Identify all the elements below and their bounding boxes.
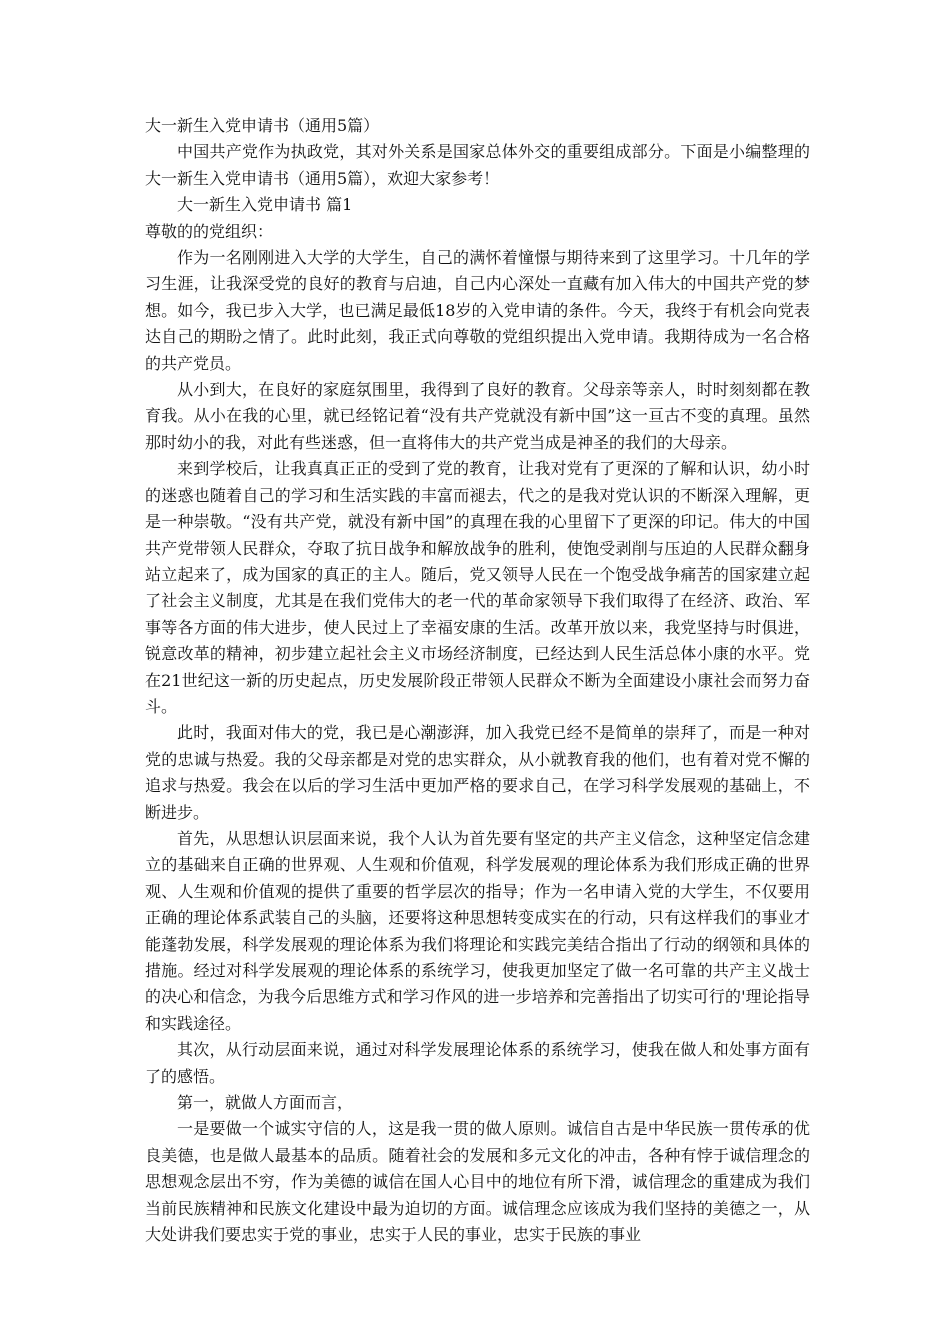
body-paragraph: 来到学校后，让我真真正正的受到了党的教育，让我对党有了更深的了解和认识，幼小时的迷惑也随着自己的学习和生活实践的丰富而褪去，代之的是我对党认识的不断深入理解，更是一种崇敬。“没有共产党，就没有新中国”的真理在我的心里留下了更深的印记。伟大的中国共产党带领人民群众，夺取了抗日战争和解放战争的胜利，使饱受剥削与压迫的人民群众翻身站立起来了，成为国家的真正的主人。随后，党又领导人民在一个饱受战争痛苦的国家建立起了社会主义制度，尤其是在我们党伟大的老一代的革命家领导下我们取得了在经济、政治、军事等各方面的伟大进步，使人民过上了幸福安康的生活。改革开放以来，我党坚持与时俱进，锐意改革的精神，初步建立起社会主义市场经济制度，已经达到人民生活总体小康的水平。党在21世纪这一新的历史起点，历史发展阶段正带领人民群众不断为全面建设小康社会而努力奋斗。 — [145, 459, 810, 716]
body-paragraph: 一是要做一个诚实守信的人，这是我一贯的做人原则。诚信自古是中华民族一贯传承的优良美德，也是做人最基本的品质。随着社会的发展和多元文化的冲击，各种有悖于诚信理念的思想观念层出不穷，作为美德的诚信在国人心目中的地位有所下滑，诚信理念的重建成为我们当前民族精神和民族文化建设中最为迫切的方面。诚信理念应该成为我们坚持的美德之一，从大处讲我们要忠实于党的事业，忠实于人民的事业，忠实于民族的事业 — [145, 1119, 810, 1245]
intro-paragraph: 中国共产党作为执政党，其对外关系是国家总体外交的重要组成部分。下面是小编整理的大一新生入党申请书（通用5篇），欢迎大家参考！ — [145, 142, 810, 188]
body-paragraph: 作为一名刚刚进入大学的大学生，自己的满怀着憧憬与期待来到了这里学习。十几年的学习生涯，让我深受党的良好的教育与启迪，自己内心深处一直藏有加入伟大的中国共产党的梦想。如今，我已步入大学，也已满足最低18岁的入党申请的条件。今天，我终于有机会向党表达自己的期盼之情了。此时此刻，我正式向尊敬的党组织提出入党申请。我期待成为一名合格的共产党员。 — [145, 248, 810, 373]
body-paragraph: 第一，就做人方面而言， — [177, 1093, 354, 1113]
salutation: 尊敬的的党组织： — [145, 221, 274, 241]
body-paragraph: 从小到大，在良好的家庭氛围里，我得到了良好的教育。父母亲等亲人，时时刻刻都在教育我。从小在我的心里，就已经铭记着“没有共产党就没有新中国”这一亘古不变的真理。虽然那时幼小的我，对此有些迷惑，但一直将伟大的共产党当成是神圣的我们的大母亲。 — [145, 380, 810, 452]
body-paragraph: 首先，从思想认识层面来说，我个人认为首先要有坚定的共产主义信念，这种坚定信念建立的基础来自正确的世界观、人生观和价值观，科学发展观的理论体系为我们形成正确的世界观、人生观和价值观的提供了重要的哲学层次的指导；作为一名申请入党的大学生，不仅要用正确的理论体系武装自己的头脑，还要将这种思想转变成实在的行动，只有这样我们的事业才能蓬勃发展，科学发展观的理论体系为我们将理论和实践完美结合指出了行动的纲领和具体的措施。经过对科学发展观的理论体系的系统学习，使我更加坚定了做一名可靠的共产主义战士的决心和信念，为我今后思维方式和学习作风的进一步培养和完善指出了切实可行的'理论指导和实践途径。 — [145, 828, 810, 1033]
document-title: 大一新生入党申请书（通用5篇） — [145, 116, 380, 135]
document-page — [145, 113, 810, 1248]
section-heading: 大一新生入党申请书 篇1 — [177, 195, 353, 215]
body-paragraph: 此时，我面对伟大的党，我已是心潮澎湃，加入我党已经不是简单的崇拜了，而是一种对党的忠诚与热爱。我的父母亲都是对党的忠实群众，从小就教育我的他们，也有着对党不懈的追求与热爱。我会在以后的学习生活中更加严格的要求自己，在学习科学发展观的基础上，不断进步。 — [145, 723, 810, 822]
body-paragraph: 其次，从行动层面来说，通过对科学发展理论体系的系统学习，使我在做人和处事方面有了的感悟。 — [145, 1040, 810, 1086]
